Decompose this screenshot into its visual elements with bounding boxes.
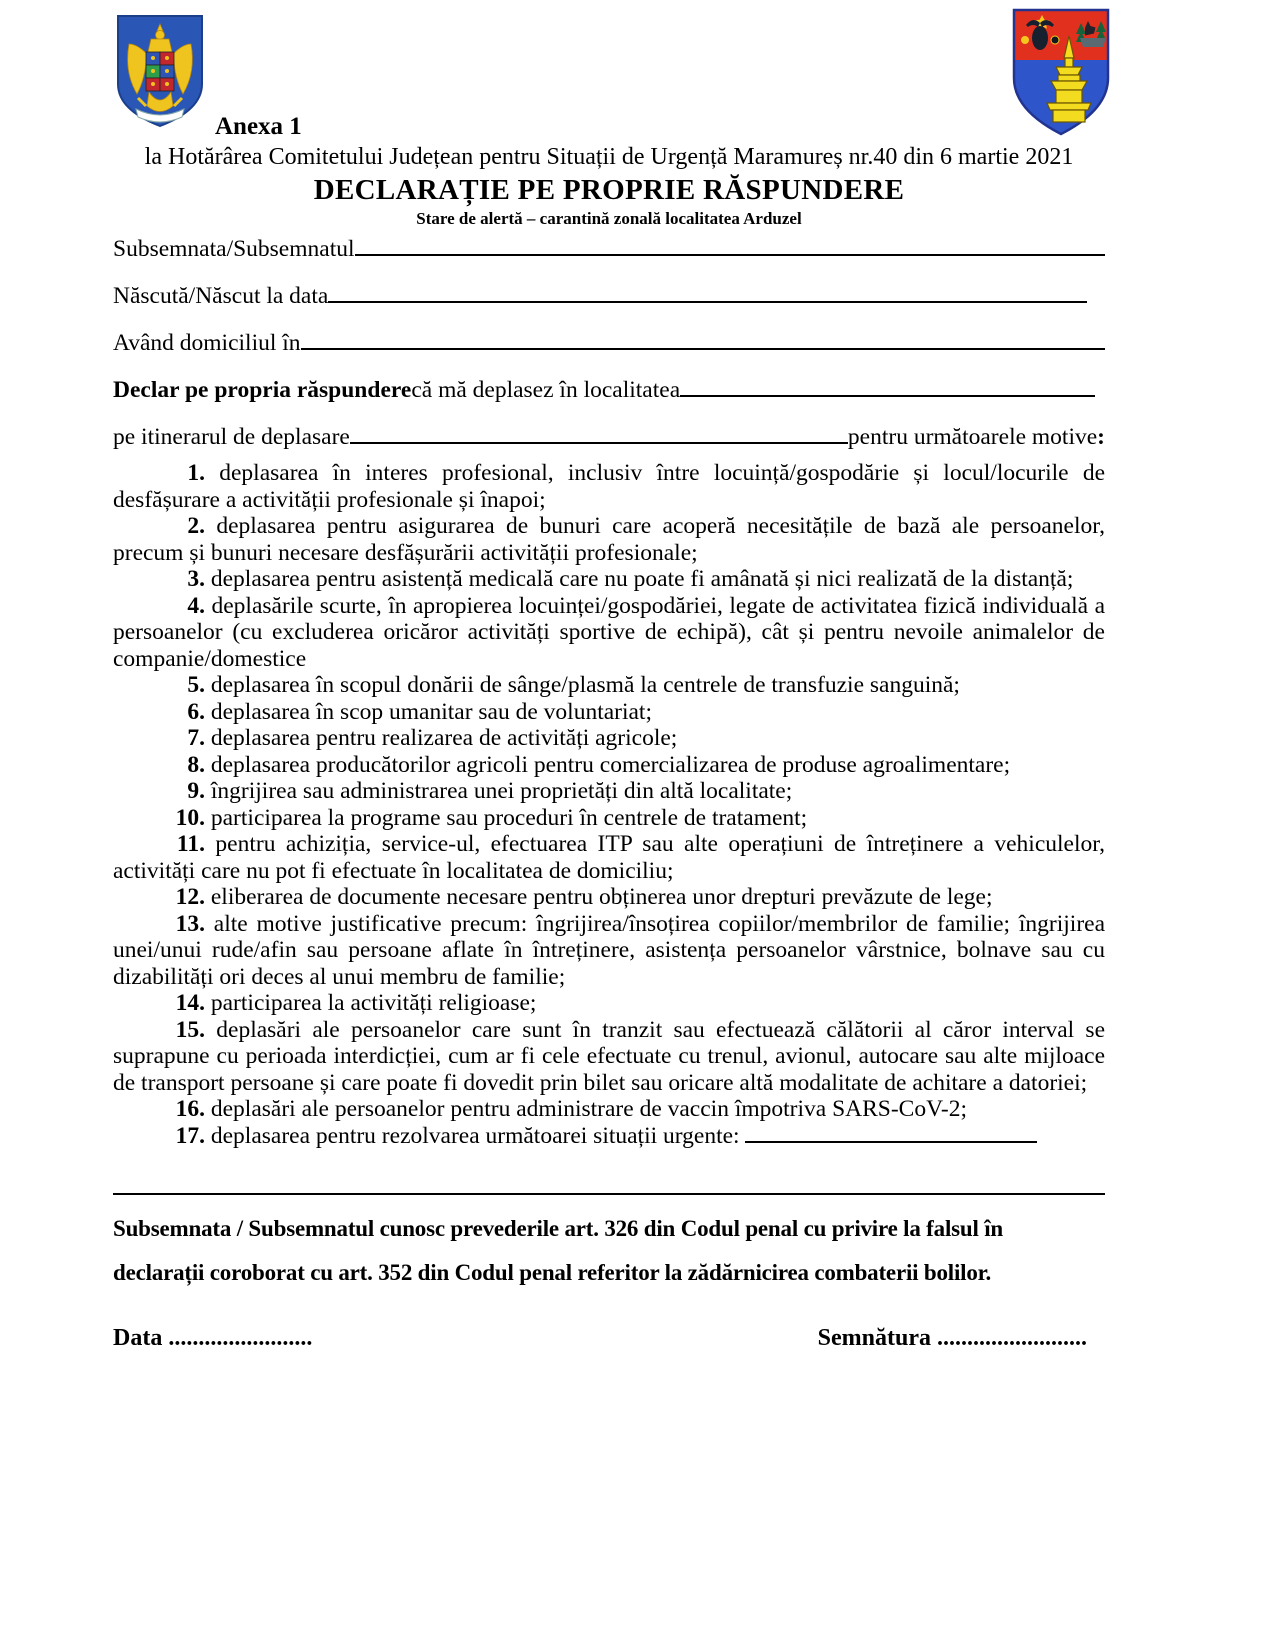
signature-row: [113, 1325, 1105, 1352]
reason-text: deplasarea pentru rezolvarea următoarei situații urgente:: [210, 1122, 746, 1149]
reason-number: 17.: [175, 1122, 205, 1149]
reason-item-1: [113, 460, 1105, 513]
reason-item-6: [113, 699, 1105, 726]
reasons-intro-colon: :: [1097, 424, 1105, 450]
reason-number: 4.: [187, 592, 205, 619]
reason-number: 9.: [187, 778, 205, 804]
field-row-address: [113, 330, 1105, 356]
reason-number: 16.: [175, 1096, 205, 1122]
reason-item-8: [113, 752, 1105, 779]
reason-number: 3.: [187, 566, 205, 592]
document-title: DECLARAȚIE PE PROPRIE RĂSPUNDERE: [313, 174, 905, 206]
reason-text: deplasarea pentru realizarea de activități agricole;: [210, 725, 678, 751]
reason-item-17: [113, 1123, 1105, 1150]
field-row-name: [113, 236, 1105, 262]
reason-item-12: [113, 884, 1105, 911]
reason-text: deplasarea în interes profesional, inclusiv între locuință/gospodărie și locul/locurile de desfășurare a activității profesionale și înapoi;: [113, 460, 1106, 513]
reason-text: deplasarea pentru asigurarea de bunuri care acoperă necesitățile de bază ale persoanelor, precum și bunuri necesare desfășurării activității profesionale;: [113, 513, 1105, 566]
reason-number: 15.: [175, 1016, 205, 1043]
reason-number: 8.: [187, 751, 205, 778]
reason-number: 10.: [175, 804, 205, 831]
reason-item-7: [113, 725, 1105, 752]
legal-notice-line1: Subsemnata / Subsemnatul cunosc prevederile art. 326 din Codul penal cu privire la falsul în: [113, 1216, 1003, 1241]
route-blank-line[interactable]: [350, 442, 848, 444]
reason-item-2: [113, 513, 1105, 566]
reason-number: 13.: [175, 910, 205, 937]
reason-text: participarea la activități religioase;: [210, 990, 537, 1016]
reason-text: deplasarea pentru asistență medicală care nu poate fi amânată și nici realizată de la distanță;: [210, 566, 1074, 592]
address-blank-line[interactable]: [301, 348, 1105, 350]
reason-number: 14.: [175, 990, 205, 1016]
reason-item-15: [113, 1017, 1105, 1097]
reason-text: deplasarea în scop umanitar sau de voluntariat;: [210, 698, 652, 725]
reason-text: deplasări ale persoanelor pentru administrare de vaccin împotriva SARS-CoV-2;: [210, 1096, 968, 1122]
address-label: Având domiciliul în: [113, 330, 301, 356]
reason-item-10: [113, 805, 1105, 832]
reason-item-3: [113, 566, 1105, 593]
reason-number: 1.: [187, 460, 205, 486]
reason-number: 2.: [187, 513, 205, 539]
legal-notice: [113, 1207, 1105, 1295]
signature-label[interactable]: Semnătura .........................: [817, 1325, 1087, 1351]
decision-reference-line: la Hotărârea Comitetului Județean pentru Situații de Urgență Maramureș nr.40 din 6 martie 2021: [144, 144, 1074, 170]
reason-number: 6.: [187, 698, 205, 725]
reasons-intro-label: pentru următoarele motive: [847, 424, 1098, 450]
field-row-birthdate: [113, 283, 1105, 309]
reason-item-11: [113, 831, 1105, 884]
reason-number: 12.: [175, 884, 205, 910]
route-label: pe itinerarul de deplasare: [113, 424, 350, 450]
reason-text: îngrijirea sau administrarea unei proprietăți din altă localitate;: [210, 778, 793, 804]
declaration-rest-label: că mă deplasez în localitatea: [411, 377, 681, 403]
reason-text: participarea la programe sau proceduri în centrele de tratament;: [210, 804, 808, 831]
field-row-route: [113, 424, 1105, 450]
reason-number: 11.: [176, 831, 205, 857]
reason-text: deplasările scurte, în apropierea locuinței/gospodăriei, legate de activitatea fizică individuală a persoanelor (cu excluderea oricăror activități sportive de echipă), cât și pentru nevoile animalelor de companie/domestice: [113, 592, 1105, 672]
reason-number: 5.: [187, 672, 205, 698]
birthdate-label: Născută/Născut la data: [113, 283, 329, 309]
reason-text: deplasări ale persoanelor care sunt în tranzit sau efectuează călătorii al căror interval se suprapune cu perioada interdicției, cum ar fi cele efectuate cu trenul, avionul, autocare sau alte mijloace de transport persoane și care poate fi dovedit prin bilet sau oricare altă modalitate de achitare a datoriei;: [113, 1016, 1106, 1096]
reason-item-13: [113, 911, 1105, 991]
reason-item-14: [113, 990, 1105, 1017]
legal-notice-line2: declarații coroborat cu art. 352 din Codul penal referitor la zădărnicirea combaterii bolilor.: [113, 1260, 992, 1285]
declaration-bold-label: Declar pe propria răspundere: [113, 377, 412, 403]
romania-coat-of-arms-icon: [116, 14, 204, 128]
reason-text: pentru achiziția, service-ul, efectuarea ITP sau alte operațiuni de întreținere a vehiculelor, activități care nu pot fi efectuate în localitatea de domiciliu;: [113, 831, 1105, 884]
document-subtitle: Stare de alertă – carantină zonală localitatea Arduzel: [416, 209, 802, 228]
reason-text: deplasarea în scopul donării de sânge/plasmă la centrele de transfuzie sanguină;: [210, 672, 960, 698]
reason-text: deplasarea producătorilor agricoli pentru comercializarea de produse agroalimentare;: [210, 751, 1011, 778]
reason-item-5: [113, 672, 1105, 699]
separator-line: [113, 1193, 1105, 1195]
reason-text: eliberarea de documente necesare pentru obținerea unor drepturi prevăzute de lege;: [210, 884, 993, 910]
annex-label: Anexa 1: [215, 113, 302, 140]
reason-item-16: [113, 1096, 1105, 1123]
name-blank-line[interactable]: [355, 254, 1105, 256]
reasons-list: [113, 460, 1105, 1149]
name-label: Subsemnata/Subsemnatul: [113, 236, 355, 262]
field-row-declaration-locality: [113, 377, 1105, 403]
reason-item-9: [113, 778, 1105, 805]
locality-blank-line[interactable]: [680, 395, 1095, 397]
reason-item-4: [113, 593, 1105, 673]
birthdate-blank-line[interactable]: [328, 301, 1087, 303]
urgent-situation-blank-line[interactable]: [745, 1141, 1037, 1143]
reason-text: alte motive justificative precum: îngrijirea/însoțirea copiilor/membrilor de familie; îngrijirea unei/unui rude/afin sau persoane aflate în întreținere, asistența persoanelor vârstnice, bolnave sau cu dizabilități ori deces al unui membru de familie;: [113, 910, 1106, 990]
date-label[interactable]: Data ........................: [113, 1325, 313, 1351]
maramures-county-coat-of-arms-icon: [1012, 8, 1110, 136]
reason-number: 7.: [187, 725, 205, 751]
